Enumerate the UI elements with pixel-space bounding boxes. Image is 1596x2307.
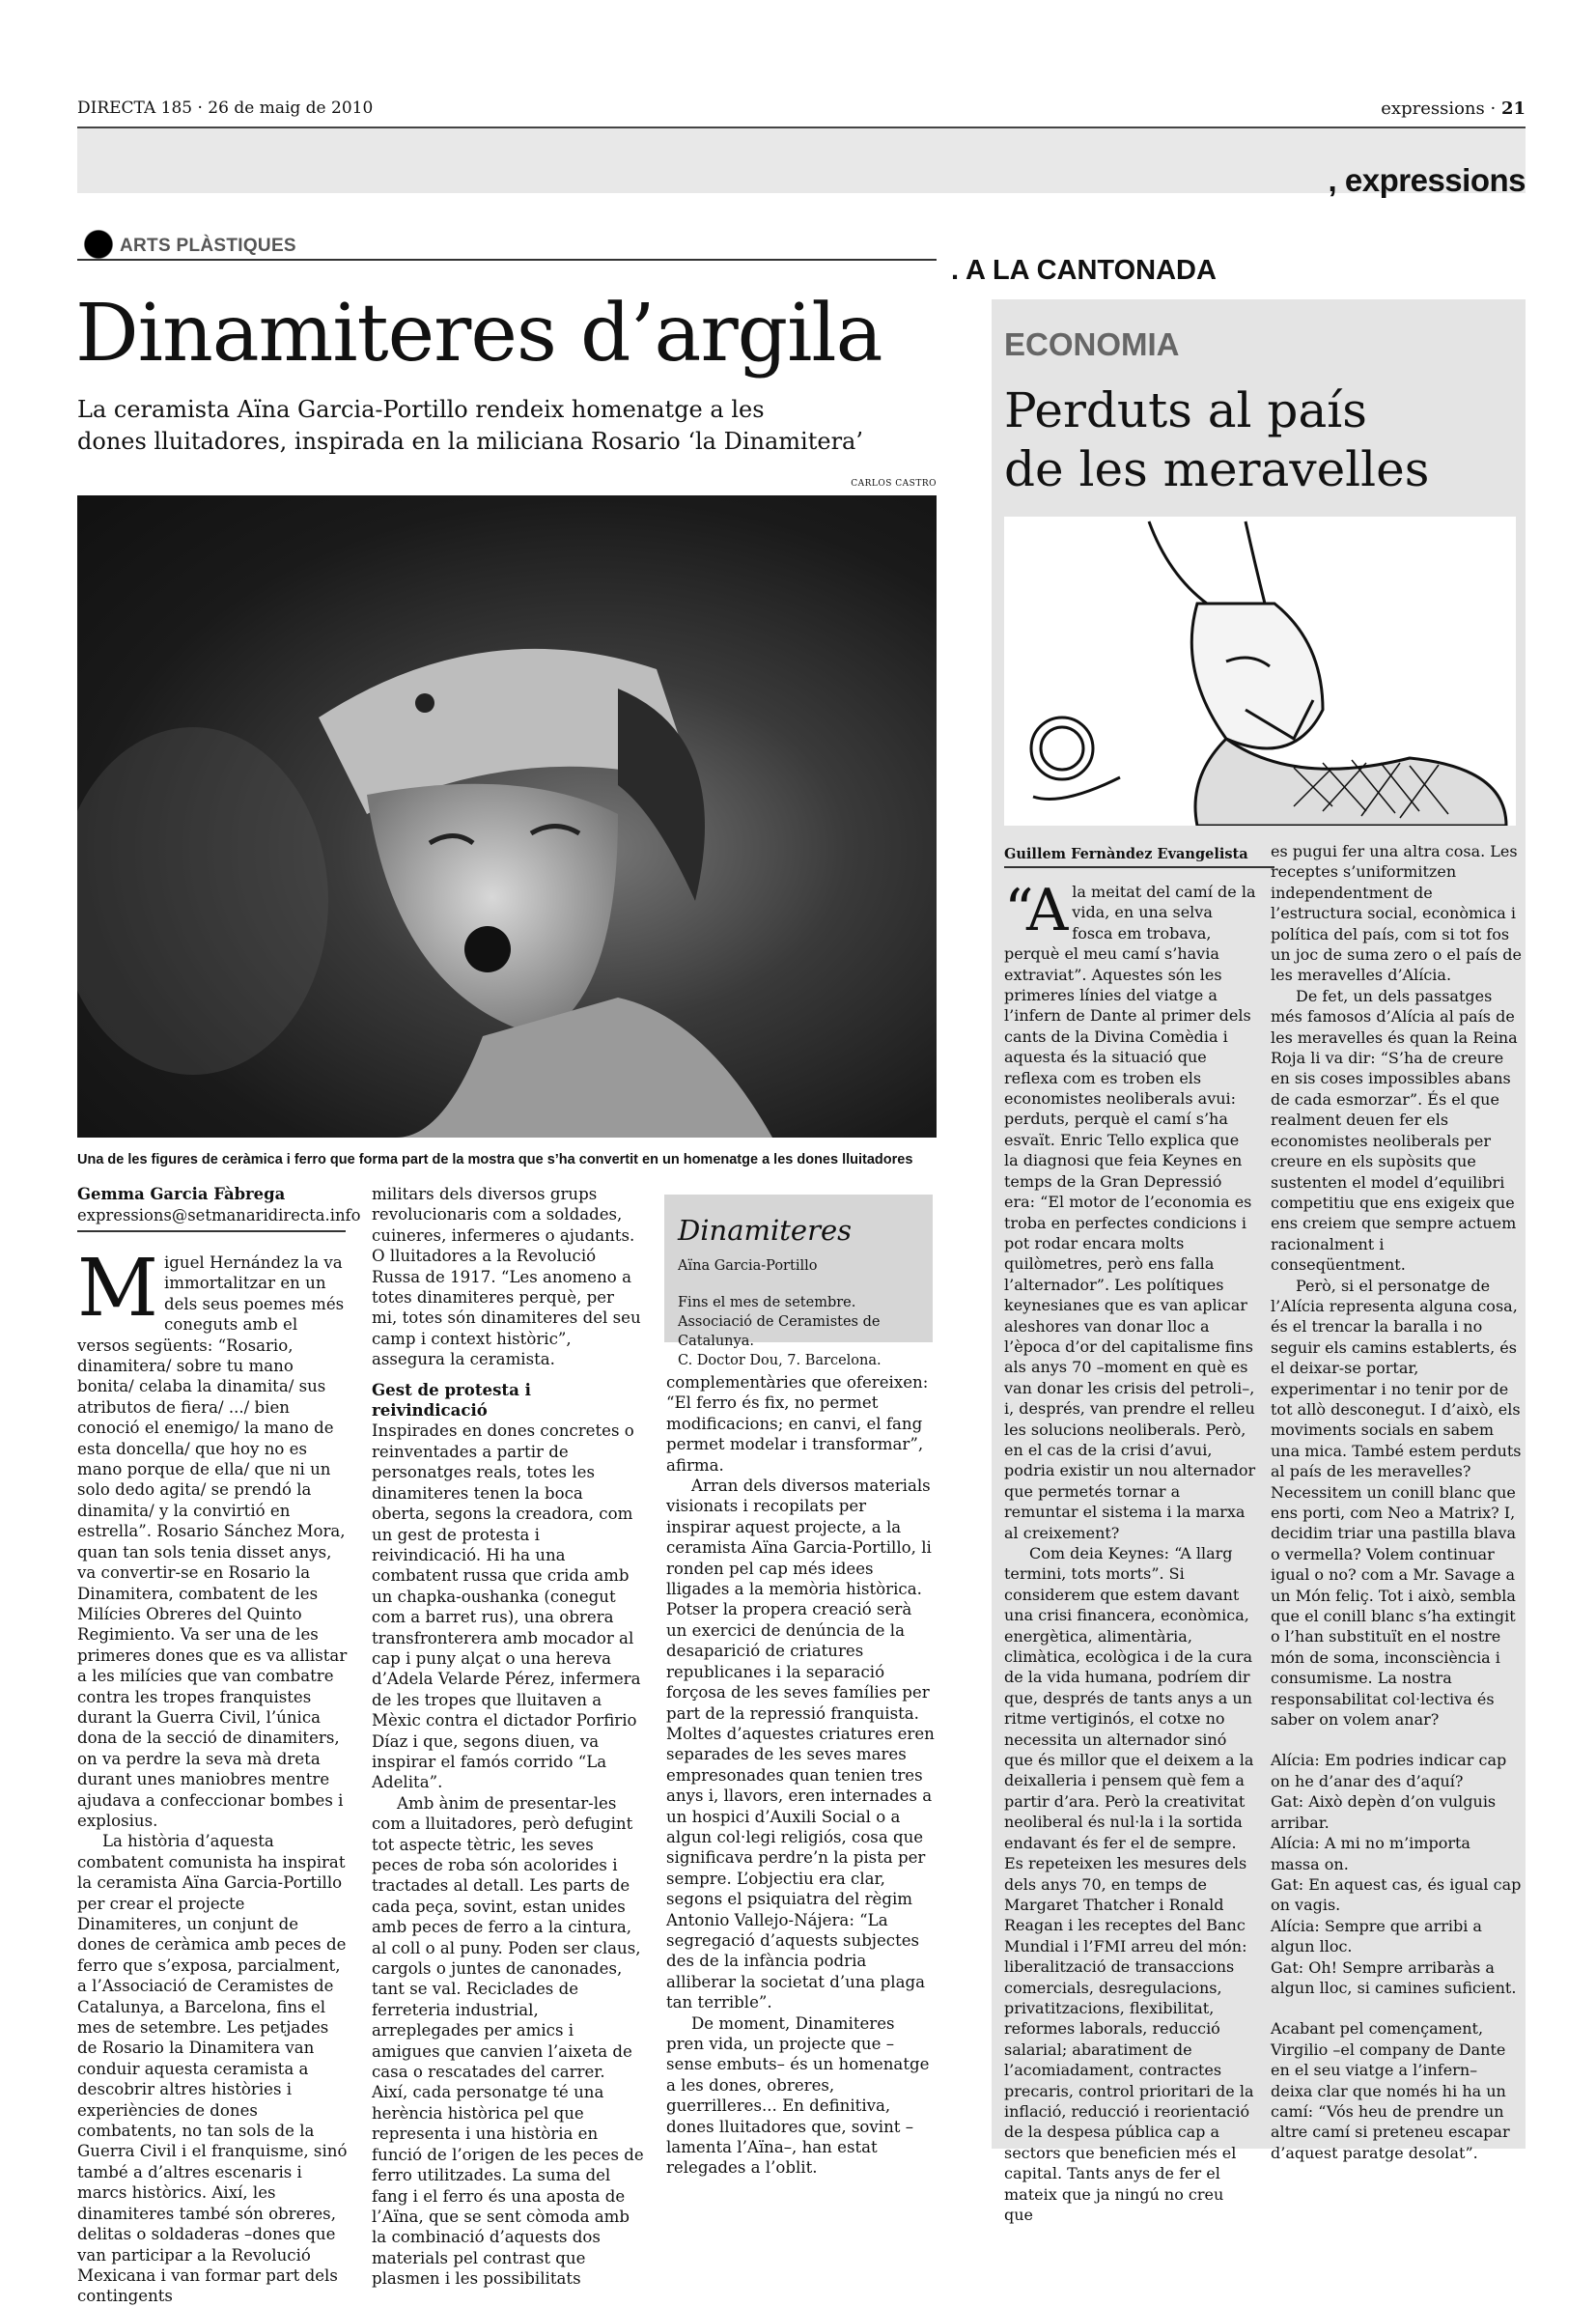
paragraph-text: iguel Hernández la va immortalitzar en un dels seus poemes més coneguts amb el versos següents: “Rosario, dinamitera/ sobre tu mano bonita/ celaba la dinamita/ sus atributos de fiera/ .../ bien conoció el enemigo/ la mano de esta doncella/ que hoy no es mano porque de ella/ que ni un solo dedo agita/ se prendó la dinamita/ y la convirtió en estrella”. Rosario Sánchez Mora, quan tan sols tenia disset anys, va convertir-se en Rosario la Dinamitera, combatent de les Milícies Obreres del Quinto Regimiento. Va ser una de les primeres dones que es va allistar a les milícies que van combatre contra les tropes franquistes durant la Guerra Civil, l’única dona de la secció de dinamiters, on va perdre la seva mà dreta durant unes maniobres mentre ajudava a confeccionar bombes i explosius. — [77, 1253, 348, 1830]
byline — [77, 1184, 361, 1232]
infobox-dates: Fins el mes de setembre. — [678, 1295, 856, 1310]
title-line: de les meravelles — [1004, 441, 1430, 497]
paragraph: Amb ànim de presentar-les com a lluitadores, però defugint tot aspecte tètric, les seves peces de roba són acolorides i tractades al detall. Les parts de cada peça, sovint, estan unides amb peces de ferro a la cintura, al coll o al puny. Poden ser claus, cargols o juntes de canonades, tant se val. Reciclades de ferreteria industrial, arreplegades per amics i amigues que canvien l’aixeta de casa o rescatades del carrer. Així, cada personatge té una herència històrica pel que representa i una història en funció de l’origen de les peces de ferro utilitzades. La suma del fang i el ferro és una aposta de l’Aïna, que se sent còmoda amb la combinació d’aquests dos materials pel contrast que plasmen i les possibilitats — [372, 1793, 644, 2289]
paragraph — [1004, 877, 1257, 1543]
paragraph: De moment, Dinamiteres pren vida, un projecte que –sense embuts– és un homenatge a les dones, obreres, guerrilleres... En definitiva, dones lluitadores que, sovint –lamenta l’Aïna–, han estat relegades a l’oblit. — [666, 2013, 930, 2178]
dialogue-line: Gat: En aquest cas, és igual cap on vagis. — [1271, 1874, 1522, 1915]
column-kicker: . A LA CANTONADA — [951, 255, 1217, 286]
kicker-label: ARTS PLÀSTIQUES — [120, 236, 296, 256]
paragraph: De fet, un dels passatges més famosos d’Alícia al país de les meravelles és quan la Reina Roja li va dir: “S’ha de creure en sis coses impossibles abans de cada esmorzar”. És el que realment deuen fer els economistes neoliberals per creure en els supòsits que sustenten el model d’equilibri competitiu que ens exigeix que ens creiem que sempre actuem racionalment i conseqüentment. — [1271, 986, 1518, 1275]
header-band — [77, 128, 1526, 193]
page-header-right: expressions · 21 — [1381, 98, 1526, 119]
article-title: Dinamiteres d’argila — [75, 288, 882, 380]
article-photo — [77, 495, 937, 1138]
ink-splash-icon — [82, 226, 115, 263]
column-text-1 — [1004, 877, 1257, 2225]
paragraph: Però, si el personatge de l’Alícia representa alguna cosa, és el trencar la baralla i no seguir els camins establerts, és el deixar-se portar, experimentar i no tenir por de tot allò desconegut. I d’això, els moviments socials en sabem una mica. També estem perduts al país de les meravelles? Necessitem un conill blanc que ens porti, com Neo a Matrix? I, decidim triar una pastilla blava o vermella? Volem continuar igual o no? com a Mr. Savage a un Món feliç. Tot i això, sembla que el conill blanc s’ha extingit o l’han substituït en el nostre món de soma, inconsciència i consumisme. La nostra responsabilitat col·lectiva és saber on volem anar? — [1271, 1276, 1522, 1730]
photo-caption: Una de les figures de ceràmica i ferro que forma part de la mostra que s’ha convertit en un homenatge a les dones lluitadores — [77, 1152, 913, 1168]
paragraph: es pugui fer una altra cosa. Les receptes s’uniformitzen independentment de l’estructura social, econòmica i política del país, com si tot fos un joc de suma zero o el país de les meravelles d’Alícia. — [1271, 842, 1523, 985]
paragraph: Inspirades en dones concretes o reinventades a partir de personatges reals, totes les dinamiteres tenen la boca oberta, segons la creadora, com un gest de protesta i reivindicació. Hi ha una combatent russa que crida amb un chapka-oushanka (conegut com a barret rus), una obrera transfronterera amb mocador al cap i puny alçat o una hereva d’Adela Velarde Pérez, infermera de les tropes que lluitaven a Mèxic contra el dictador Porfirio Díaz i que, segons diuen, va inspirar el famós corrido “La Adelita”. — [372, 1421, 641, 1792]
dialogue-line: Alícia: Em podries indicar cap on he d’anar des d’aquí? — [1271, 1751, 1507, 1790]
author-name: Gemma Garcia Fàbrega — [77, 1185, 286, 1203]
photo-credit: CARLOS CASTRO — [851, 479, 937, 489]
author-email[interactable]: expressions@setmanaridirecta.info — [77, 1206, 361, 1224]
dialogue-line: Gat: Oh! Sempre arribaràs a algun lloc, si camines suficient. — [1271, 1957, 1517, 1997]
column-author: Guillem Fernàndez Evangelista — [1004, 846, 1274, 868]
ceramic-figure-image — [77, 495, 937, 1138]
infobox-venue: Associació de Ceramistes de Catalunya. — [678, 1314, 881, 1349]
column-text-2 — [1271, 841, 1524, 2163]
drop-cap: M — [77, 1243, 158, 1335]
dialogue-line: Gat: Això depèn d’on vulguis arribar. — [1271, 1792, 1497, 1832]
paragraph: Acabant pel començament, Virgilio –el company de Dante en el seu viatge a l’infern– deixa clar que només hi ha un camí: “Vós heu de prendre un altre camí si preteneu escapar d’aquest paratge desolat”. — [1271, 2019, 1510, 2162]
exhibition-infobox — [664, 1195, 933, 1368]
article-subtitle — [77, 394, 937, 458]
section-name: expressions — [1381, 98, 1485, 119]
drop-cap: “A — [1004, 877, 1069, 944]
subtitle-line: dones lluitadores, inspirada en la miliciana Rosario ‘la Dinamitera’ — [77, 428, 863, 455]
paragraph: militars dels diversos grups revolucionaris com a soldades, cuineres, infermeres o ajudants. O lluitadores a la Revolució Russa de 1917. “Les anomeno a totes dinamiteres perquè, per mi, totes són dinamiteres del seu camp i context històric”, assegura la ceramista. — [372, 1185, 641, 1369]
paragraph: Arran dels diversos materials visionats i recopilats per inspirar aquest projecte, a la ceramista Aïna Garcia-Portillo, li ronden pel cap més idees lligades a la memòria històrica. Potser la propera creació serà un exercici de denúncia de la desaparició de criatures republicanes i la separació forçosa de les seves famílies per part de la repressió franquista. Moltes d’aquestes criatures eren separades de les seves mares empresonades quan tenien tres anys i, llavors, eren internades a un hospici d’Auxili Social o a algun col·legi religiós, cosa que significava perdre’n la pista per sempre. L’objectiu era clar, segons el psiquiatra del règim Antonio Vallejo-Nájera: “La segregació d’aquests subjectes des de la infància podria alliberar la societat d’una plaga tan terrible”. — [666, 1477, 935, 2012]
section-title: , expressions — [1328, 162, 1526, 198]
subtitle-line: La ceramista Aïna Garcia-Portillo rendeix homenatge a les — [77, 396, 765, 423]
paragraph — [77, 1243, 348, 1831]
title-line: Perduts al país — [1004, 382, 1367, 438]
paragraph: Com deia Keynes: “A llarg termini, tots morts”. Si considerem que estem davant una crisi financera, econòmica, energètica, alimentària, climàtica, ecològica i de la cura de la vida humana, podríem dir que, després de tants anys a un ritme vertiginós, el cotxe no necessita un alternador sinó que és millor que el deixem a la deixalleria i pensem què fem a partir d’ara. Però la creativitat neoliberal és nul·la i la sortida endavant és fer el de sempre. Es repeteixen les mesures dels dels anys 70, en temps de Margaret Thatcher i Ronald Reagan i les receptes del Banc Mundial i l’FMI arreu del món: liberalització de transaccions comercials, desregulacions, privatitzacions, flexibilitat, reformes laborals, reducció salarial; abaratiment de l’acomiadament, contractes precaris, control prioritari de la inflació, reducció i reorientació de la despesa pública cap a sectors que beneficien més el capital. Tants anys de fer el mateix que ja ningú no creu que — [1004, 1544, 1254, 2224]
dialogue-line: Alícia: A mi no m’importa massa on. — [1271, 1834, 1470, 1873]
column-category: ECONOMIA — [1004, 326, 1180, 362]
paragraph-text: la meitat del camí de la vida, en una selva fosca em trobava, perquè el meu camí s’havia extraviat”. Aquestes són les primeres línies del viatge a l’infern de Dante al primer dels cants de la Divina Comèdia i aquesta és la situació que reflexa com es troben els economistes neoliberals avui: perduts, perquè el camí s’ha esvaït. Enric Tello explica que la diagnosi que feia Keynes en temps de la Gran Depressió era: “El motor de l’economia es troba en perfectes condicions i pot rodar encara molts quilòmetres, però ens falla l’alternador”. Les polítiques keynesianes que es van aplicar aleshores van donar lloc a l’època d’or del capitalisme fins als anys 70 –moment en què es van donar les crisis del petroli–, i, després, van prendre el relleu les solucions neoliberals. Però, en el cas de la crisi d’avui, podria existir un nou alternador que permetés tornar a remuntar el sistema i la marxa al creixement? — [1004, 883, 1256, 1542]
article-column-2 — [372, 1184, 644, 2290]
article-kicker — [77, 230, 937, 261]
article-column-1 — [77, 1243, 348, 2307]
column-title — [1004, 381, 1429, 499]
infobox-title: Dinamiteres — [678, 1214, 852, 1247]
article-column-3 — [666, 1372, 935, 2179]
paragraph: La història d’aquesta combatent comunista ha inspirat la ceramista Aïna Garcia-Portillo per crear el projecte Dinamiteres, un conjunt de dones de ceràmica amb peces de ferro que s’exposa, parcialment, a l’Associació de Ceramistes de Catalunya, a Barcelona, fins el mes de setembre. Les petjades de Rosario la Dinamitera van conduir aquesta ceramista a descobrir altres històries i experiències de dones combatents, no tan sols de la Guerra Civil i el franquisme, sinó també a d’altres escenaris i marcs històrics. Així, les dinamiteres també són obreres, delitas o soldaderas –dones que van participar a la Revolució Mexicana i van formar part dels contingents — [77, 1832, 348, 2306]
white-rabbit-illustration — [1004, 517, 1516, 826]
paragraph: complementàries que ofereixen: “El ferro és fix, no permet modificacions; en canvi, el fang permet modelar i transformar”, afirma. — [666, 1373, 929, 1475]
page-number: 21 — [1500, 98, 1526, 119]
issue-date-header: DIRECTA 185 · 26 de maig de 2010 — [77, 98, 374, 118]
rabbit-drawing — [1004, 517, 1516, 826]
subheading: Gest de protesta i reivindicació — [372, 1379, 531, 1421]
infobox-artist: Aïna Garcia-Portillo — [678, 1258, 818, 1274]
infobox-address: C. Doctor Dou, 7. Barcelona. — [678, 1353, 882, 1368]
dialogue-line: Alícia: Sempre que arribi a algun lloc. — [1271, 1916, 1482, 1956]
